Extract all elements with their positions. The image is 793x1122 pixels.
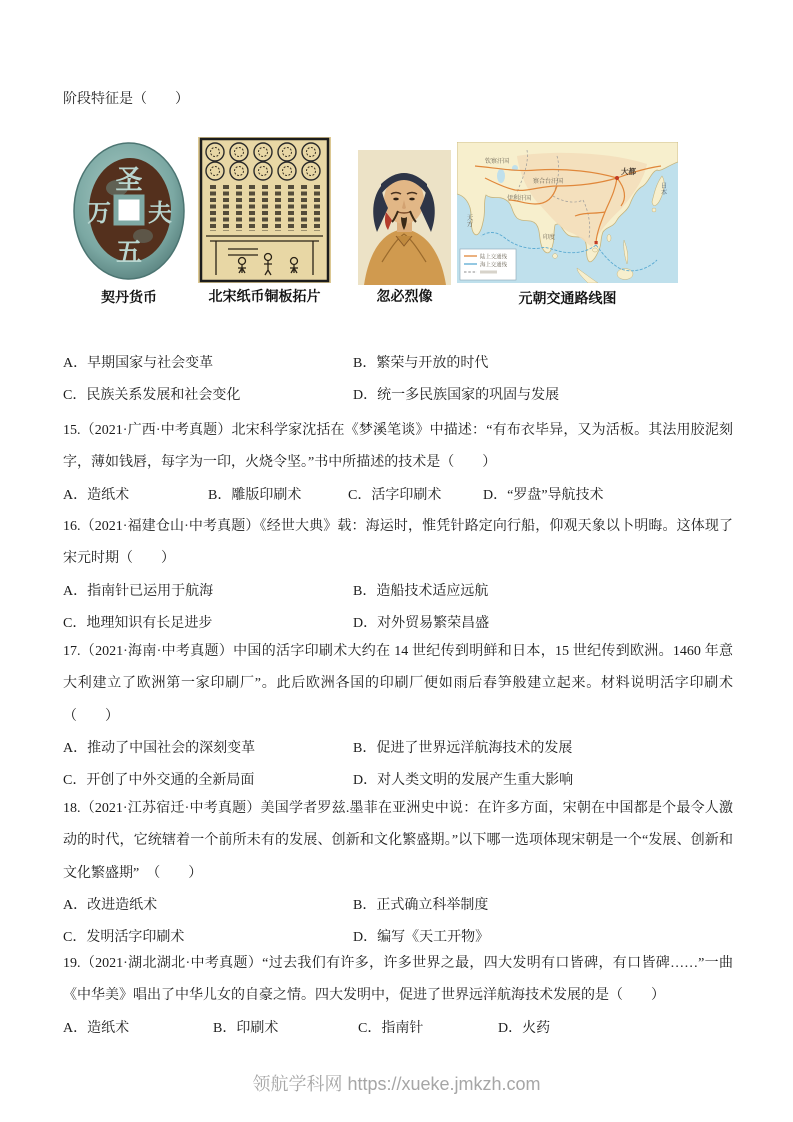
map-legend-sea-route: 海上交通线 [480, 262, 507, 269]
map-label-qincha-khanate: 钦察汗国 [485, 159, 510, 165]
figure-banknote-rubbing [198, 137, 331, 306]
option-c: C．发明活字印刷术 [63, 930, 185, 946]
option-c: C．民族关系发展和社会变化 [63, 388, 241, 404]
option-d: D．火药 [498, 1020, 551, 1036]
option-d: D．对外贸易繁荣昌盛 [353, 615, 490, 631]
option-a: A．造纸术 [63, 487, 130, 503]
question-18-stem: 18.（2021·江苏宿迁·中考真题）美国学者罗兹.墨菲在亚洲史中说：在许多方面，宋朝在中国都是个最令人激动的时代，它统辖着一个前所未有的发展、创新和文化繁盛期。”以下哪一选项体现宋朝是一个“发展、创新和文化繁盛期” （ ） [63, 801, 733, 881]
banknote-rubbing-image [198, 137, 331, 283]
coin-glyph-left: 万 [87, 201, 111, 227]
site-watermark: 领航学科网 https://xueke.jmkzh.com [252, 1074, 541, 1094]
figure-yuan-route-map [457, 142, 678, 308]
question-stem-tail: 阶段特征是（ ） [63, 92, 189, 107]
option-c: C．活字印刷术 [348, 487, 442, 503]
question-17 [63, 636, 733, 797]
question-16-options [63, 576, 733, 641]
option-b: B．繁荣与开放的时代 [353, 356, 489, 371]
question-18 [63, 793, 733, 954]
option-d: D．对人类文明的发展产生重大影响 [353, 773, 574, 789]
figure-kublai-portrait [358, 150, 451, 306]
option-a: A．改进造纸术 [63, 897, 158, 913]
yuan-route-map-image [457, 142, 678, 283]
figure-caption: 忽必烈像 [376, 288, 433, 304]
khitan-coin-image [73, 142, 185, 280]
option-d: D．统一多民族国家的巩固与发展 [353, 388, 560, 404]
question-18-options [63, 890, 733, 955]
figure-row [63, 137, 733, 305]
option-b: B．印刷术 [213, 1020, 279, 1036]
option-d: D．编写《天工开物》 [353, 930, 490, 946]
question-15-stem: 15.（2021·广西·中考真题）北宋科学家沈括在《梦溪笔谈》中描述：“有布衣毕异，又为活板。其法用胶泥刻字，薄如钱唇，每字为一印，火烧令坚。”书中所描述的技术是（ ） [63, 423, 733, 471]
question-16 [63, 511, 733, 640]
question-16-stem: 16.（2021·福建仓山·中考真题）《经世大典》载：海运时，惟凭针路定向行船，仰观天象以卜明晦。这体现了宋元时期（ ） [63, 519, 733, 567]
option-a: A．指南针已运用于航海 [63, 583, 214, 599]
option-a: A．早期国家与社会变革 [63, 356, 214, 371]
option-c: C．开创了中外交通的全新局面 [63, 773, 255, 789]
figure-caption: 契丹货币 [101, 289, 157, 305]
map-label-chagatai-khanate: 察合台汗国 [533, 179, 564, 185]
question-19-options [63, 1013, 733, 1045]
option-b: B．雕版印刷术 [208, 487, 302, 503]
question-15 [63, 415, 733, 512]
option-d: D．“罗盘”导航技术 [483, 487, 604, 503]
map-label-tianfang: 天方 [465, 214, 473, 227]
option-c: C．指南针 [358, 1020, 424, 1036]
figure-caption: 北宋纸币铜板拓片 [208, 288, 321, 304]
option-b: B．促进了世界远洋航海技术的发展 [353, 740, 573, 756]
question-17-options [63, 733, 733, 798]
question-15-options [63, 480, 733, 512]
map-label-dadu: 大都 [621, 167, 636, 176]
map-legend [460, 249, 516, 280]
figure-khitan-coin [73, 142, 185, 307]
option-a: A．推动了中国社会的深刻变革 [63, 740, 256, 756]
map-legend-land-route: 陆上交通线 [480, 254, 507, 261]
coin-glyph-top: 圣 [115, 165, 143, 195]
coin-glyph-right: 夫 [148, 201, 172, 227]
map-label-ilkhanate: 伊利汗国 [507, 196, 532, 202]
question-19 [63, 948, 733, 1045]
kublai-portrait-image [358, 150, 451, 285]
intro-options [63, 348, 733, 413]
option-a: A．造纸术 [63, 1020, 130, 1036]
map-label-japan: 日本 [659, 182, 667, 195]
coin-glyph-bottom: 五 [115, 238, 143, 267]
option-c: C．地理知识有长足进步 [63, 615, 213, 631]
figure-caption: 元朝交通路线图 [518, 290, 617, 306]
option-b: B．造船技术适应远航 [353, 583, 489, 599]
option-b: B．正式确立科举制度 [353, 897, 489, 913]
question-17-stem: 17.（2021·海南·中考真题）中国的活字印刷术大约在 14 世纪传到明鲜和日本，15 世纪传到欧洲。1460 年意大利建立了欧洲第一家印刷厂”。此后欧洲各国的印刷厂便如雨后春笋般建立起来。材料说明活字印刷术（ ） [63, 644, 733, 724]
map-label-india: 印度 [543, 235, 556, 241]
question-19-stem: 19.（2021·湖北湖北·中考真题）“过去我们有许多，许多世界之最，四大发明有口皆碑，有口皆碑……”一曲《中华美》唱出了中华儿女的自豪之情。四大发明中，促进了世界远洋航海技术发展的是（ ） [63, 956, 733, 1004]
